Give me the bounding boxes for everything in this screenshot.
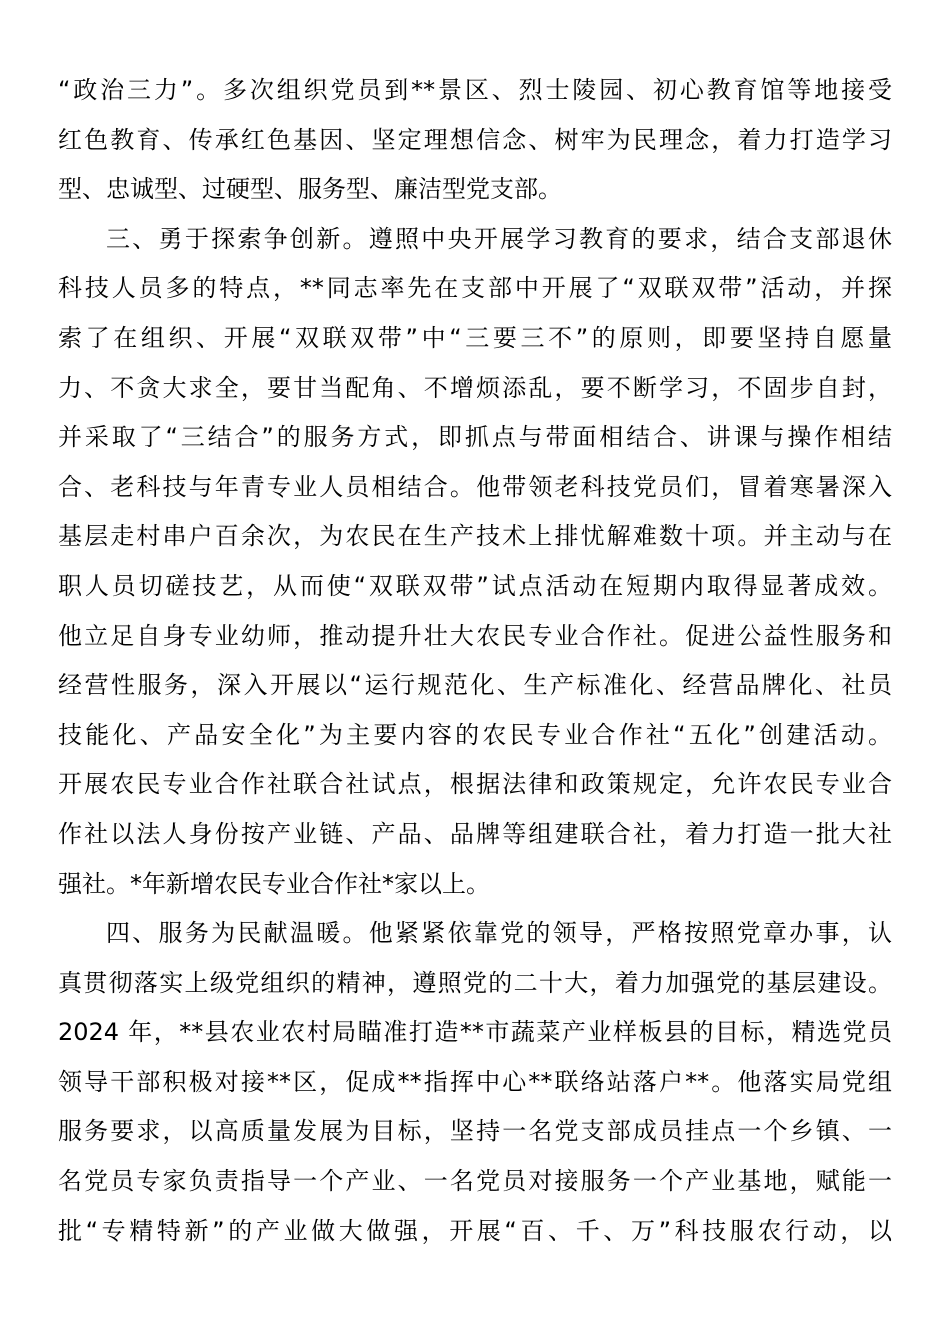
section-heading-line: 四、服务为民献温暖。他紧紧依靠党的领导，严格按照党章办事，认 [106,919,892,948]
document-body [58,66,892,1256]
paragraph-line: 作社以法人身份按产业链、产品、品牌等组建联合社，着力打造一批大社 [58,819,892,848]
paragraph-line: 开展农民专业合作社联合社试点，根据法律和政策规定，允许农民专业合 [58,770,892,799]
paragraph-line: 职人员切磋技艺，从而使“双联双带”试点活动在短期内取得显著成效。 [58,571,892,600]
paragraph-line: 型、忠诚型、过硬型、服务型、廉洁型党支部。 [58,175,562,204]
section-heading-line: 三、勇于探索争创新。遵照中央开展学习教育的要求，结合支部退休 [106,224,892,253]
paragraph-line: 真贯彻落实上级党组织的精神，遵照党的二十大，着力加强党的基层建设。 [58,968,892,997]
paragraph-line: 索了在组织、开展“双联双带”中“三要三不”的原则，即要坚持自愿量 [58,323,892,352]
paragraph-line: 合、老科技与年青专业人员相结合。他带领老科技党员们，冒着寒暑深入 [58,472,892,501]
paragraph-line: “政治三力”。多次组织党员到**景区、烈士陵园、初心教育馆等地接受 [58,76,892,104]
paragraph-line: 2024 年，**县农业农村局瞄准打造**市蔬菜产业样板县的目标，精选党员 [58,1018,892,1047]
paragraph-line: 批“专精特新”的产业做大做强，开展“百、千、万”科技服农行动，以 [58,1216,892,1245]
paragraph-line: 强社。*年新增农民专业合作社*家以上。 [58,869,490,898]
paragraph-line: 基层走村串户百余次，为农民在生产技术上排忧解难数十项。并主动与在 [58,522,892,551]
paragraph-line: 服务要求，以高质量发展为目标，坚持一名党支部成员挂点一个乡镇、一 [58,1117,892,1146]
paragraph-line: 领导干部积极对接**区，促成**指挥中心**联络站落户**。他落实局党组 [58,1067,892,1096]
paragraph-line: 技能化、产品安全化”为主要内容的农民专业合作社“五化”创建活动。 [58,720,892,749]
paragraph-line: 力、不贪大求全，要甘当配角、不增烦添乱，要不断学习，不固步自封， [58,373,892,402]
paragraph-line: 科技人员多的特点，**同志率先在支部中开展了“双联双带”活动，并探 [58,274,892,303]
paragraph-line: 经营性服务，深入开展以“运行规范化、生产标准化、经营品牌化、社员 [58,671,892,700]
paragraph-line: 红色教育、传承红色基因、坚定理想信念、树牢为民理念，着力打造学习 [58,125,892,154]
paragraph-line: 他立足自身专业幼师，推动提升壮大农民专业合作社。促进公益性服务和 [58,621,892,650]
paragraph-line: 名党员专家负责指导一个产业、一名党员对接服务一个产业基地，赋能一 [58,1167,892,1196]
paragraph-line: 并采取了“三结合”的服务方式，即抓点与带面相结合、讲课与操作相结 [58,423,892,452]
